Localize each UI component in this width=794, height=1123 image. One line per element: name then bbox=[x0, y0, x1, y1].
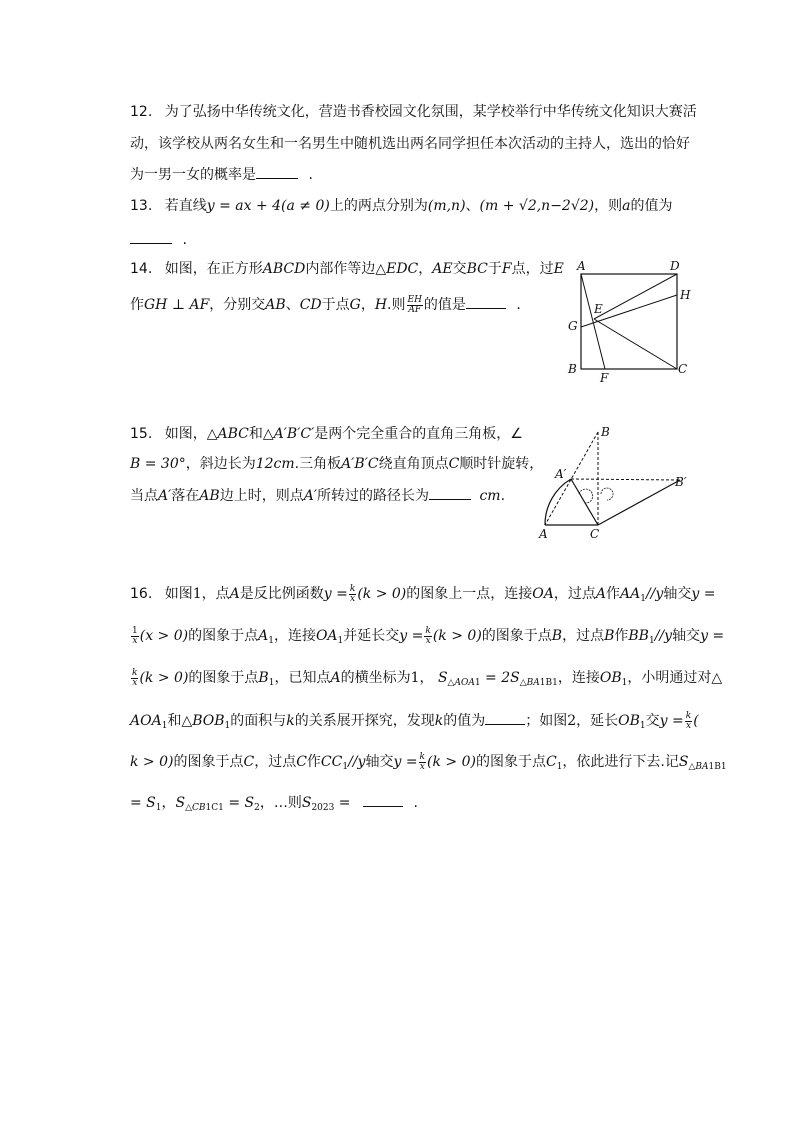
q14-t2: 内部作等边 bbox=[305, 261, 376, 277]
q15-line-apc bbox=[571, 479, 598, 525]
q16-b1-sub: 1 bbox=[268, 678, 275, 688]
q16-t11: 的图象于点 bbox=[481, 628, 552, 644]
q16-yaxis2: y bbox=[664, 628, 673, 644]
q16-line3 bbox=[130, 668, 722, 693]
q16-y: y = bbox=[323, 586, 348, 602]
q16-t5: ，过点 bbox=[553, 586, 596, 602]
q14-figure bbox=[560, 258, 700, 386]
q16-a: A bbox=[229, 586, 240, 602]
q13-line2 bbox=[130, 229, 187, 250]
q14-t9: 、 bbox=[285, 297, 300, 313]
q16-frac-k2: k bbox=[425, 625, 431, 636]
q16-frac-x3: x bbox=[425, 635, 431, 646]
q16-t23: 的面积与 bbox=[230, 713, 287, 729]
q16-t9: ，连接 bbox=[273, 628, 316, 644]
q16-one: 1 bbox=[410, 670, 420, 686]
q16-a3: A bbox=[330, 670, 341, 686]
q14-frac-num: EH bbox=[407, 294, 422, 305]
q13-end: . bbox=[182, 232, 187, 248]
q16-t27: ，延长 bbox=[576, 713, 619, 729]
q12-end: . bbox=[308, 167, 313, 183]
q16-b2: B bbox=[604, 628, 615, 644]
q16-fig2: 2 bbox=[567, 713, 577, 729]
q16-t13: 作 bbox=[614, 628, 629, 644]
q15-end: . bbox=[500, 488, 506, 504]
q15-length: 12cm bbox=[255, 456, 295, 472]
q16-line6 bbox=[130, 792, 418, 818]
q15-angle-mark-2 bbox=[601, 488, 613, 500]
q14-label-b: B bbox=[568, 362, 577, 376]
q14-line-ed bbox=[594, 274, 677, 319]
q13-post: ，则 bbox=[594, 198, 623, 214]
q16-line1 bbox=[130, 584, 715, 609]
q16-frac-k5: k bbox=[419, 751, 426, 762]
q14-end: . bbox=[516, 297, 521, 313]
q16-bob1-sub: 1 bbox=[224, 721, 231, 731]
q16-aa1-sub: 1 bbox=[640, 594, 646, 604]
q14-e: E bbox=[553, 261, 564, 277]
q15-number: 15. bbox=[130, 426, 153, 442]
q16-kpos: (k > 0) bbox=[357, 586, 407, 602]
q14-answer-blank[interactable] bbox=[466, 294, 506, 309]
q13-number: 13. bbox=[130, 198, 153, 214]
q12-number: 12. bbox=[130, 104, 153, 120]
q16-s2-idx: 2 bbox=[254, 803, 260, 813]
q16-t32: 轴交 bbox=[365, 754, 394, 770]
q16-t24: 的关系展开探究，发现 bbox=[294, 713, 435, 729]
q16-y5: y = bbox=[659, 713, 684, 729]
q14-label-c: C bbox=[678, 362, 688, 376]
q16-frac-x6: x bbox=[419, 761, 425, 772]
q15-line3 bbox=[130, 485, 505, 506]
q15-line-cbp bbox=[598, 480, 680, 525]
q16-oa1-sub: 1 bbox=[337, 636, 344, 646]
q15-label-bp: B′ bbox=[675, 475, 687, 489]
q14-g: G bbox=[349, 297, 361, 313]
q16-ob1-sub: 1 bbox=[621, 678, 628, 688]
q16-t21: △ bbox=[711, 670, 723, 686]
q13-answer-blank[interactable] bbox=[130, 229, 172, 244]
q16-s2023: S bbox=[301, 795, 312, 811]
q15-tri2: △A′B′C′ bbox=[262, 426, 315, 442]
q16-frac-k4: k bbox=[685, 710, 692, 721]
q16-s2-sub: △BA bbox=[519, 678, 540, 688]
q12-text-1: 为了弘扬中华传统文化，营造书香校园文化氛围，某学校举行中华传统文化知识大赛活 bbox=[164, 104, 697, 120]
q16-t1: 如图 bbox=[164, 586, 193, 602]
q14-label-e: E bbox=[594, 302, 603, 316]
q16-fig1: 1 bbox=[192, 586, 202, 602]
q16-t7: 轴交 bbox=[663, 586, 692, 602]
q16-t10: 并延长交 bbox=[343, 628, 400, 644]
q16-eq3: = bbox=[334, 795, 351, 811]
q16-y6: y = bbox=[393, 754, 418, 770]
q16-t14: 轴交 bbox=[672, 628, 701, 644]
q14-line1 bbox=[130, 259, 564, 279]
q12-line3 bbox=[130, 164, 313, 185]
q14-t13: 的值是 bbox=[423, 297, 466, 313]
q16-s2: S bbox=[510, 670, 520, 686]
q16-t12: ，过点 bbox=[562, 628, 605, 644]
q16-frac-x: x bbox=[350, 593, 356, 604]
q14-fraction bbox=[407, 296, 423, 315]
q15-answer-blank[interactable] bbox=[429, 485, 471, 500]
q16-frac-1x bbox=[131, 627, 139, 646]
q16-ob1b: OB bbox=[618, 713, 640, 729]
q15-label-b: B bbox=[601, 425, 610, 439]
q16-aoa1: AOA bbox=[130, 713, 162, 729]
q16-s4-sub-idx: 1C1 bbox=[205, 803, 224, 813]
q15-t11: 所转过的路径长为 bbox=[317, 488, 429, 504]
q16-t33: 的图象于点 bbox=[475, 754, 546, 770]
q14-number: 14. bbox=[130, 261, 153, 277]
q15-label-c: C bbox=[590, 527, 600, 541]
q16-eq2: = 2 bbox=[485, 670, 511, 686]
q14-t8: ，分别交 bbox=[209, 297, 266, 313]
q16-par: // bbox=[645, 586, 656, 602]
q16-frac-kx4 bbox=[685, 712, 692, 731]
q16-t28: 交 bbox=[645, 713, 660, 729]
q14-line2 bbox=[130, 294, 521, 315]
q16-number: 16. bbox=[130, 586, 153, 602]
q16-y3: y = bbox=[399, 628, 424, 644]
q13-point1: (m,n) bbox=[427, 198, 466, 214]
q16-c1-sub: 1 bbox=[556, 762, 563, 772]
q16-c1: C bbox=[545, 754, 557, 770]
q16-aa1: AA bbox=[620, 586, 641, 602]
q13-mid: 上的两点分别为 bbox=[329, 198, 428, 214]
q16-t25: 的值为 bbox=[443, 713, 486, 729]
q15-ap2: A′ bbox=[303, 488, 317, 504]
q14-t12: .则 bbox=[387, 297, 406, 313]
q16-xpos: (x > 0) bbox=[139, 628, 189, 644]
q14-t7: 作 bbox=[130, 297, 144, 313]
q14-t5: 于 bbox=[487, 261, 502, 277]
q15-t4: ，斜边长为 bbox=[185, 456, 256, 472]
q16-kpos3: (k > 0) bbox=[139, 670, 189, 686]
q15-label-ap: A′ bbox=[555, 467, 567, 481]
q16-eq-s1: = S bbox=[130, 795, 156, 811]
q16-t19: ，连接 bbox=[557, 670, 600, 686]
q16-frac-kx3 bbox=[131, 669, 138, 688]
q13-pre: 若直线 bbox=[164, 198, 207, 214]
q16-t29: 的图象于点 bbox=[173, 754, 244, 770]
q16-line4 bbox=[130, 710, 699, 736]
q14-line-ec bbox=[594, 319, 677, 369]
q16-kpos4: k > 0) bbox=[130, 754, 174, 770]
q13-line1 bbox=[130, 196, 672, 216]
q14-t4: 交 bbox=[452, 261, 467, 277]
q16-s2-sub-idx: 1B1 bbox=[539, 678, 558, 688]
q14-f: F bbox=[501, 261, 512, 277]
q15-line2 bbox=[130, 454, 543, 474]
q16-t2: ，点 bbox=[201, 586, 230, 602]
q16-c: C bbox=[243, 754, 255, 770]
q14-label-g: G bbox=[568, 319, 578, 333]
q16-t35: ， bbox=[161, 795, 176, 811]
q15-label-a: A bbox=[539, 527, 548, 541]
q16-y2: y = bbox=[691, 586, 716, 602]
q14-t3: ， bbox=[418, 261, 433, 277]
q16-frac-x5: x bbox=[685, 720, 692, 731]
q16-frac-k: k bbox=[349, 583, 356, 594]
q14-h: H bbox=[374, 297, 388, 313]
q16-eq-s2: = S bbox=[228, 795, 255, 811]
q12-line1 bbox=[130, 102, 697, 122]
q16-a1: A bbox=[258, 628, 269, 644]
q16-s1-sub-1: 1 bbox=[474, 678, 481, 688]
q16-s2023-sub: 2023 bbox=[311, 803, 335, 813]
q16-a2: A bbox=[595, 586, 606, 602]
q15-t5: .三角板 bbox=[294, 456, 342, 472]
q16-frac-k3: k bbox=[132, 667, 138, 678]
q15-ap: A′ bbox=[158, 488, 172, 504]
q16-t3: 是反比例函数 bbox=[239, 586, 324, 602]
q16-s1: S bbox=[437, 670, 448, 686]
q16-b1: B bbox=[258, 670, 269, 686]
q14-t1: 如图，在正方形 bbox=[164, 261, 263, 277]
q16-answer-blank-2[interactable] bbox=[363, 792, 403, 807]
q16-t18: ， bbox=[419, 670, 434, 686]
q16-t17: 的横坐标为 bbox=[340, 670, 411, 686]
q15-unit: cm bbox=[479, 488, 501, 504]
q16-bob1: △BOB bbox=[181, 713, 225, 729]
q16-cc1: CC bbox=[320, 754, 343, 770]
q16-s3-sub: △BA bbox=[688, 762, 709, 772]
q14-frac-den: AF bbox=[408, 304, 422, 315]
q16-t4: 的图象上一点，连接 bbox=[406, 586, 533, 602]
q12-line2 bbox=[130, 134, 690, 154]
q15-ab: AB bbox=[199, 488, 220, 504]
q16-y4: y = bbox=[700, 628, 725, 644]
q13-post2: 的值为 bbox=[630, 198, 673, 214]
q16-bb1-sub: 1 bbox=[648, 636, 655, 646]
q16-end: . bbox=[413, 795, 418, 811]
q14-line-af bbox=[581, 274, 605, 369]
q15-tri1: △ABC bbox=[206, 426, 249, 442]
q16-t34: ，依此进行下去.记 bbox=[562, 754, 679, 770]
q14-t6: 点，过 bbox=[511, 261, 554, 277]
q14-t10: 于点 bbox=[321, 297, 350, 313]
q14-ae: AE bbox=[432, 261, 453, 277]
q13-var: a bbox=[622, 198, 631, 214]
q14-triangle: △EDC bbox=[375, 261, 419, 277]
q14-ab: AB bbox=[265, 297, 286, 313]
q16-t26: ；如图 bbox=[525, 713, 568, 729]
q12-answer-blank[interactable] bbox=[256, 164, 298, 179]
q15-line-apbp bbox=[571, 479, 680, 480]
q16-frac-x4: x bbox=[132, 677, 138, 688]
q12-text-2: 动，该学校从两名女生和一名男生中随机选出两名同学担任本次活动的主持人，选出的恰好 bbox=[130, 136, 690, 152]
q14-square: ABCD bbox=[262, 261, 306, 277]
q16-s4-sub: △CB bbox=[185, 803, 206, 813]
q16-yaxis3: y bbox=[357, 754, 366, 770]
q15-t6: 绕直角顶点 bbox=[378, 456, 449, 472]
q15-line1 bbox=[130, 424, 523, 444]
q16-par2: // bbox=[654, 628, 665, 644]
q16-kpos5: (k > 0) bbox=[427, 754, 476, 770]
q16-s4: S bbox=[175, 795, 186, 811]
q14-label-a: A bbox=[577, 259, 586, 273]
q13-point2: (m + √2,n−2√2) bbox=[479, 198, 595, 214]
q13-equation: y = ax + 4(a ≠ 0) bbox=[206, 198, 330, 214]
q16-frac-kx bbox=[349, 585, 356, 604]
q16-k2: k bbox=[434, 713, 444, 729]
q16-k: k bbox=[286, 713, 295, 729]
q15-t8: 当点 bbox=[130, 488, 158, 504]
q16-t8: 的图象于点 bbox=[188, 628, 259, 644]
q15-angle: B = 30° bbox=[130, 456, 186, 472]
q16-aoa1-sub: 1 bbox=[161, 721, 168, 731]
q13-sep: 、 bbox=[465, 198, 480, 214]
q16-s1-sub: △AOA bbox=[447, 678, 475, 688]
q16-s1-idx: 1 bbox=[155, 803, 162, 813]
q15-t3: 是两个完全重合的直角三角板，∠ bbox=[314, 426, 523, 442]
q16-paren: ( bbox=[693, 713, 699, 729]
q16-b: B bbox=[551, 628, 563, 644]
q16-t31: 作 bbox=[306, 754, 321, 770]
q14-label-d: D bbox=[670, 259, 680, 273]
q16-answer-blank-1[interactable] bbox=[485, 710, 525, 725]
q15-t10: 边上时，则点 bbox=[219, 488, 304, 504]
q14-square-shape bbox=[581, 274, 677, 369]
q14-label-f: F bbox=[600, 371, 609, 385]
q16-c2: C bbox=[296, 754, 307, 770]
q15-t2: 和 bbox=[248, 426, 263, 442]
q16-line2 bbox=[130, 626, 724, 651]
q14-gh: GH ⊥ AF bbox=[144, 297, 210, 313]
q16-t20: ，小明通过对 bbox=[627, 670, 712, 686]
q16-a1-sub: 1 bbox=[268, 636, 274, 646]
q16-yaxis: y bbox=[655, 586, 664, 602]
q16-line5 bbox=[130, 752, 727, 777]
q16-t22: 和 bbox=[167, 713, 182, 729]
q16-frac-kx2 bbox=[424, 627, 431, 646]
q16-s3-sub-idx: 1B1 bbox=[708, 762, 727, 772]
q15-tri3: A′B′C bbox=[341, 456, 379, 472]
q15-t7: 顺时针旋转， bbox=[459, 456, 544, 472]
q14-cd: CD bbox=[299, 297, 322, 313]
q14-t11: ， bbox=[360, 297, 375, 313]
q16-t30: ，过点 bbox=[254, 754, 297, 770]
q16-s3: S bbox=[678, 754, 689, 770]
q16-t16: ，已知点 bbox=[274, 670, 331, 686]
q15-t9: 落在 bbox=[171, 488, 200, 504]
q15-t1: 如图， bbox=[164, 426, 207, 442]
q16-oa: OA bbox=[532, 586, 554, 602]
q16-frac-x2: x bbox=[132, 635, 138, 646]
q15-figure bbox=[535, 420, 700, 544]
q16-t15: 的图象于点 bbox=[188, 670, 259, 686]
q16-par3: // bbox=[348, 754, 358, 770]
q15-c: C bbox=[448, 456, 460, 472]
q16-cc1-sub: 1 bbox=[342, 762, 349, 772]
q14-bc: BC bbox=[466, 261, 488, 277]
q12-text-3: 为一男一女的概率是 bbox=[130, 167, 256, 183]
q16-kpos2: (k > 0) bbox=[432, 628, 482, 644]
q16-t36: ，…则 bbox=[259, 795, 302, 811]
q16-oa1: OA bbox=[315, 628, 338, 644]
q16-frac-kx5 bbox=[419, 753, 426, 772]
q14-label-h: H bbox=[680, 288, 691, 302]
q16-t6: 作 bbox=[606, 586, 620, 602]
q16-frac-1: 1 bbox=[132, 625, 138, 636]
q16-bb1: BB bbox=[628, 628, 649, 644]
q16-ob1: OB bbox=[599, 670, 622, 686]
q16-ob1b-sub: 1 bbox=[639, 721, 646, 731]
